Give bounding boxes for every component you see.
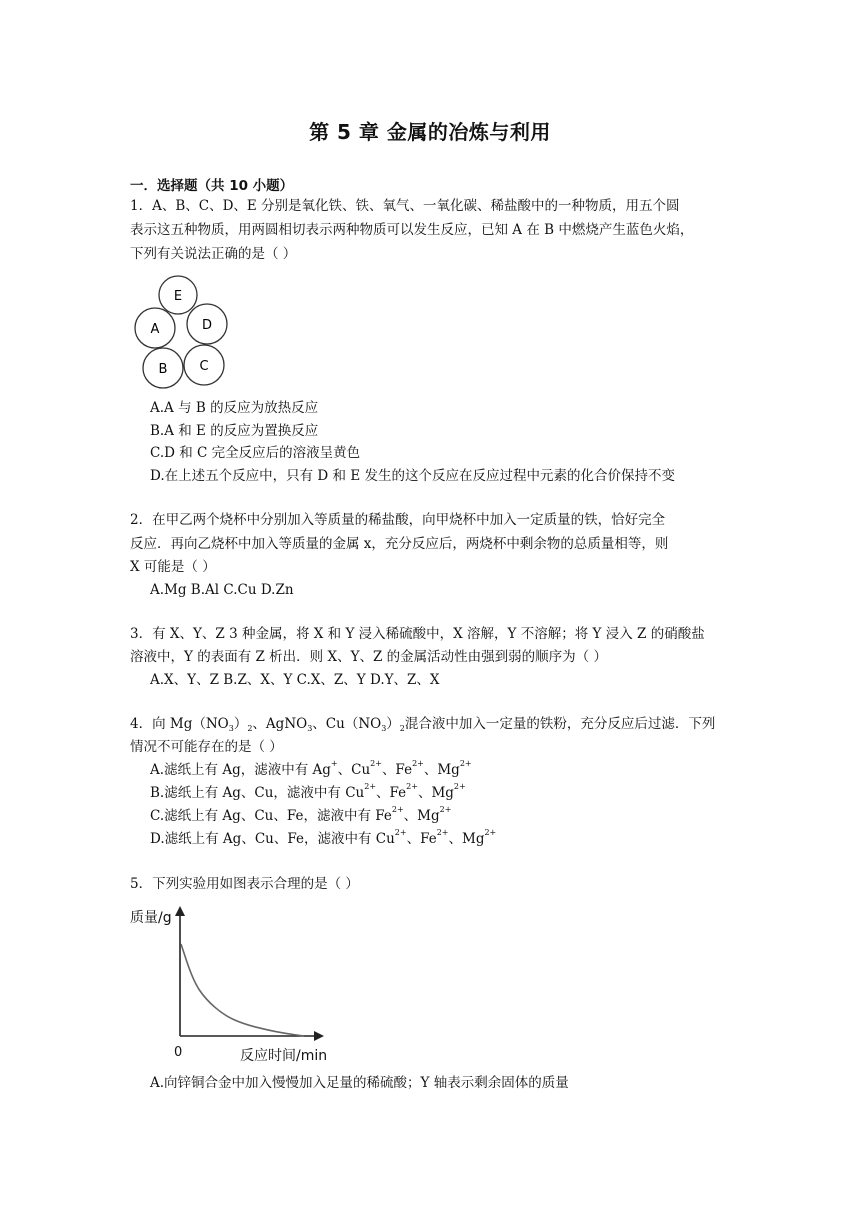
label-c: C [199, 359, 209, 374]
x-axis-arrow [314, 1031, 324, 1041]
q2-line-2: 反应．再向乙烧杯中加入等质量的金属 x，充分反应后，两烧杯中剩余物的总质量相等，则 [130, 536, 669, 552]
q2-line-1: 2．在甲乙两个烧杯中分别加入等质量的稀盐酸，向甲烧杯中加入一定质量的铁，恰好完全 [130, 512, 666, 528]
q5-line-1: 5．下列实验用如图表示合理的是（ ） [130, 876, 359, 892]
q2-line-3: X 可能是（ ） [130, 559, 216, 575]
q1-line-3: 下列有关说法正确的是（ ） [130, 246, 297, 262]
series-line [181, 944, 304, 1036]
q1-line-1: 1．A、B、C、D、E 分别是氧化铁、铁、氧气、一氧化碳、稀盐酸中的一种物质，用五个圆 [130, 198, 680, 214]
tangent-circles-figure [132, 274, 232, 390]
q3-line-1: 3．有 X、Y、Z 3 种金属，将 X 和 Y 浸入稀硫酸中，X 溶解，Y 不溶解；将 Y 浸入 Z 的硝酸盐 [130, 626, 705, 642]
q2-options: A.Mg B.Al C.Cu D.Zn [150, 582, 294, 598]
label-e: E [173, 289, 183, 304]
q4-option-c: C.滤纸上有 Ag、Cu、Fe，滤液中有 $Fe^{2+}$、$Mg^{2+}$ [150, 805, 452, 824]
page-title: 第 5 章 金属的冶炼与利用 [309, 120, 551, 144]
q4-option-b: B.滤纸上有 Ag、Cu，滤液中有 $Cu^{2+}$、$Fe^{2+}$、$Mg^{2+}$ [150, 782, 466, 801]
q3-line-2: 溶液中，Y 的表面有 Z 析出．则 X、Y、Z 的金属活动性由强到弱的顺序为（ ） [130, 649, 607, 665]
q4-option-d: D.滤纸上有 Ag、Cu、Fe，滤液中有 $Cu^{2+}$、$Fe^{2+}$、$Mg^{2+}$ [150, 828, 497, 847]
label-a: A [150, 322, 160, 337]
origin-label: 0 [174, 1045, 183, 1060]
label-d: D [201, 318, 213, 333]
section-heading: 一．选择题（共 10 小题） [130, 178, 294, 194]
x-axis-label: 反应时间/min [240, 1048, 328, 1064]
q4-option-a: A.滤纸上有 Ag，滤液中有 Ag+、$Cu^{2+}$、$Fe^{2+}$、$Mg^{2+}$ [150, 759, 472, 778]
q1-option-d: D.在上述五个反应中，只有 D 和 E 发生的这个反应在反应过程中元素的化合价保持不变 [150, 468, 675, 484]
label-b: B [158, 362, 168, 377]
mass-time-chart [128, 904, 368, 1068]
q1-option-a: A.A 与 B 的反应为放热反应 [150, 400, 319, 416]
q1-option-c: C.D 和 C 完全反应后的溶液呈黄色 [150, 445, 361, 461]
q3-options: A.X、Y、Z B.Z、X、Y C.X、Z、Y D.Y、Z、X [150, 672, 440, 688]
y-axis-arrow [175, 906, 185, 916]
q4-line-1: 4．向 $Mg(NO_3)_2$、AgNO$_3$、$Cu(NO_3)_2$混合液中加入一定量的铁粉，充分反应后过滤．下列 [130, 716, 716, 733]
q5-option-a: A.向锌铜合金中加入慢慢加入足量的稀硫酸；Y 轴表示剩余固体的质量 [150, 1075, 569, 1091]
q1-option-b: B.A 和 E 的反应为置换反应 [150, 423, 319, 439]
y-axis-label: 质量/g [130, 910, 172, 926]
q1-line-2: 表示这五种物质，用两圆相切表示两种物质可以发生反应，已知 A 在 B 中燃烧产生蓝色火焰， [130, 222, 694, 238]
q4-line-2: 情况不可能存在的是（ ） [130, 739, 283, 755]
